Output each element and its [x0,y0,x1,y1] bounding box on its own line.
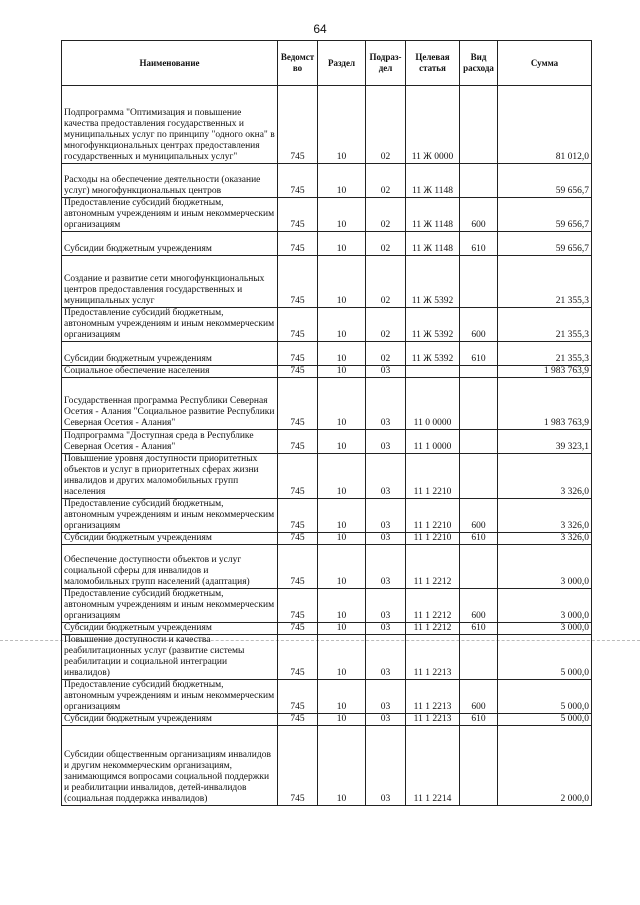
row-sum: 21 355,3 [498,256,592,308]
row-podrazdel: 03 [366,378,406,430]
row-podrazdel: 02 [366,308,406,342]
row-sum: 3 000,0 [498,623,592,635]
row-name: Расходы на обеспечение деятельности (оказание услуг) многофункциональных центров [62,164,278,198]
row-vedomstvo: 745 [278,545,318,589]
row-target-article: 11 1 2212 [406,589,460,623]
row-target-article: 11 1 2210 [406,533,460,545]
row-podrazdel: 03 [366,533,406,545]
row-sum: 1 983 763,9 [498,366,592,378]
header-sum: Сумма [498,41,592,86]
row-podrazdel: 02 [366,256,406,308]
row-podrazdel: 02 [366,198,406,232]
header-razdel: Раздел [318,41,366,86]
table-body [62,86,592,806]
row-razdel: 10 [318,545,366,589]
table-row [62,726,592,806]
row-vedomstvo: 745 [278,533,318,545]
row-vedomstvo: 745 [278,430,318,454]
row-podrazdel: 03 [366,635,406,680]
table-row [62,623,592,635]
row-name: Предоставление субсидий бюджетным, автономным учреждениям и иным некоммерческим организациям [62,198,278,232]
row-name: Субсидии бюджетным учреждениям [62,232,278,256]
row-vedomstvo: 745 [278,714,318,726]
row-vedomstvo: 745 [278,635,318,680]
row-podrazdel: 03 [366,726,406,806]
row-vedomstvo: 745 [278,86,318,164]
row-vedomstvo: 745 [278,589,318,623]
row-expense-type: 610 [460,623,498,635]
table-row [62,545,592,589]
row-razdel: 10 [318,366,366,378]
row-target-article: 11 1 2213 [406,714,460,726]
row-podrazdel: 02 [366,342,406,366]
row-target-article: 11 1 2214 [406,726,460,806]
row-expense-type [460,378,498,430]
row-razdel: 10 [318,308,366,342]
row-sum: 5 000,0 [498,714,592,726]
row-target-article: 11 1 2213 [406,680,460,714]
row-sum: 3 326,0 [498,499,592,533]
row-razdel: 10 [318,198,366,232]
header-vedomstvo: Ведомст во [278,41,318,86]
row-razdel: 10 [318,164,366,198]
row-sum: 3 000,0 [498,589,592,623]
row-name: Повышение уровня доступности приоритетных объектов и услуг в приоритетных сферах жизни инвалидов и других маломобильных групп населения [62,454,278,499]
row-sum: 21 355,3 [498,342,592,366]
table-row [62,589,592,623]
row-expense-type: 600 [460,499,498,533]
row-sum: 59 656,7 [498,232,592,256]
row-expense-type: 600 [460,680,498,714]
row-sum: 59 656,7 [498,164,592,198]
row-razdel: 10 [318,378,366,430]
row-sum: 3 326,0 [498,454,592,499]
row-target-article [406,366,460,378]
row-vedomstvo: 745 [278,680,318,714]
row-podrazdel: 03 [366,623,406,635]
row-expense-type [460,726,498,806]
row-name: Подпрограмма "Оптимизация и повышение качества предоставления государственных и муниципальных услуг по принципу "одного окна" в многофункциональных центрах предоставления государственных и муниципальных услуг" [62,86,278,164]
row-vedomstvo: 745 [278,198,318,232]
row-expense-type [460,430,498,454]
row-podrazdel: 03 [366,454,406,499]
table-row [62,635,592,680]
row-expense-type [460,86,498,164]
row-target-article: 11 Ж 5392 [406,256,460,308]
row-name: Повышение доступности и качества реабилитационных услуг (развитие системы реабилитации и социальной интеграции инвалидов) [62,635,278,680]
row-target-article: 11 Ж 5392 [406,342,460,366]
row-sum: 81 012,0 [498,86,592,164]
row-target-article: 11 1 0000 [406,430,460,454]
row-vedomstvo: 745 [278,366,318,378]
row-podrazdel: 03 [366,499,406,533]
row-sum: 21 355,3 [498,308,592,342]
row-razdel: 10 [318,232,366,256]
row-name: Предоставление субсидий бюджетным, автономным учреждениям и иным некоммерческим организациям [62,308,278,342]
row-podrazdel: 03 [366,714,406,726]
table-row [62,198,592,232]
row-razdel: 10 [318,454,366,499]
table-row [62,533,592,545]
row-vedomstvo: 745 [278,256,318,308]
row-name: Субсидии бюджетным учреждениям [62,714,278,726]
row-target-article: 11 Ж 0000 [406,86,460,164]
row-sum: 3 000,0 [498,545,592,589]
table-row [62,366,592,378]
header-target-article: Целевая статья [406,41,460,86]
row-razdel: 10 [318,86,366,164]
row-razdel: 10 [318,533,366,545]
row-podrazdel: 03 [366,430,406,454]
row-vedomstvo: 745 [278,164,318,198]
table-row [62,430,592,454]
row-sum: 1 983 763,9 [498,378,592,430]
row-expense-type: 610 [460,342,498,366]
row-vedomstvo: 745 [278,308,318,342]
row-expense-type: 610 [460,714,498,726]
row-sum: 39 323,1 [498,430,592,454]
row-target-article: 11 1 2210 [406,454,460,499]
row-expense-type [460,545,498,589]
row-razdel: 10 [318,342,366,366]
row-razdel: 10 [318,714,366,726]
table-row [62,164,592,198]
row-expense-type [460,256,498,308]
row-podrazdel: 02 [366,86,406,164]
table-row [62,499,592,533]
row-vedomstvo: 745 [278,726,318,806]
row-razdel: 10 [318,430,366,454]
budget-table [61,40,592,806]
table-row [62,680,592,714]
header-expense-type: Вид расхода [460,41,498,86]
row-name: Предоставление субсидий бюджетным, автономным учреждениям и иным некоммерческим организациям [62,680,278,714]
row-name: Государственная программа Республики Северная Осетия - Алания "Социальное развитие Республики Северная Осетия - Алания" [62,378,278,430]
row-target-article: 11 1 2212 [406,545,460,589]
row-name: Предоставление субсидий бюджетным, автономным учреждениям и иным некоммерческим организациям [62,589,278,623]
row-razdel: 10 [318,589,366,623]
row-expense-type: 600 [460,308,498,342]
row-target-article: 11 Ж 5392 [406,308,460,342]
page-number: 64 [313,22,327,36]
row-razdel: 10 [318,635,366,680]
header-name: Наименование [62,41,278,86]
row-razdel: 10 [318,256,366,308]
row-name: Субсидии бюджетным учреждениям [62,342,278,366]
table-row [62,256,592,308]
row-razdel: 10 [318,623,366,635]
row-podrazdel: 02 [366,164,406,198]
row-podrazdel: 03 [366,589,406,623]
row-vedomstvo: 745 [278,499,318,533]
row-target-article: 11 Ж 1148 [406,232,460,256]
row-expense-type: 600 [460,589,498,623]
row-sum: 2 000,0 [498,726,592,806]
row-expense-type: 610 [460,533,498,545]
row-name: Социальное обеспечение населения [62,366,278,378]
row-target-article: 11 1 2213 [406,635,460,680]
row-sum: 59 656,7 [498,198,592,232]
row-name: Субсидии бюджетным учреждениям [62,533,278,545]
row-razdel: 10 [318,680,366,714]
row-name: Обеспечение доступности объектов и услуг социальной сферы для инвалидов и маломобильных групп населений (адаптация) [62,545,278,589]
row-target-article: 11 1 2212 [406,623,460,635]
row-target-article: 11 1 2210 [406,499,460,533]
row-razdel: 10 [318,499,366,533]
row-vedomstvo: 745 [278,454,318,499]
row-target-article: 11 Ж 1148 [406,198,460,232]
row-expense-type [460,635,498,680]
row-name: Предоставление субсидий бюджетным, автономным учреждениям и иным некоммерческим организациям [62,499,278,533]
row-sum: 5 000,0 [498,680,592,714]
table-row [62,342,592,366]
row-target-article: 11 0 0000 [406,378,460,430]
table-row [62,232,592,256]
row-podrazdel: 03 [366,545,406,589]
row-podrazdel: 03 [366,680,406,714]
row-expense-type: 610 [460,232,498,256]
row-podrazdel: 03 [366,366,406,378]
header-podrazdel: Подраз- дел [366,41,406,86]
row-name: Субсидии бюджетным учреждениям [62,623,278,635]
table-row [62,714,592,726]
row-expense-type: 600 [460,198,498,232]
row-vedomstvo: 745 [278,378,318,430]
row-sum: 5 000,0 [498,635,592,680]
row-sum: 3 326,0 [498,533,592,545]
table-row [62,378,592,430]
row-razdel: 10 [318,726,366,806]
row-podrazdel: 02 [366,232,406,256]
table-row [62,308,592,342]
row-name: Подпрограмма "Доступная среда в Республике Северная Осетия - Алания" [62,430,278,454]
row-vedomstvo: 745 [278,342,318,366]
row-vedomstvo: 745 [278,623,318,635]
table-row [62,86,592,164]
row-name: Субсидии общественным организациям инвалидов и другим некоммерческим организациям, занимающимся вопросами социальной поддержки и реабилитации инвалидов, детей-инвалидов (социальная поддержка инвалидов) [62,726,278,806]
row-expense-type [460,164,498,198]
row-target-article: 11 Ж 1148 [406,164,460,198]
row-expense-type [460,366,498,378]
table-row [62,454,592,499]
table-header [62,41,592,86]
row-expense-type [460,454,498,499]
row-name: Создание и развитие сети многофункциональных центров предоставления государственных и муниципальных услуг [62,256,278,308]
row-vedomstvo: 745 [278,232,318,256]
